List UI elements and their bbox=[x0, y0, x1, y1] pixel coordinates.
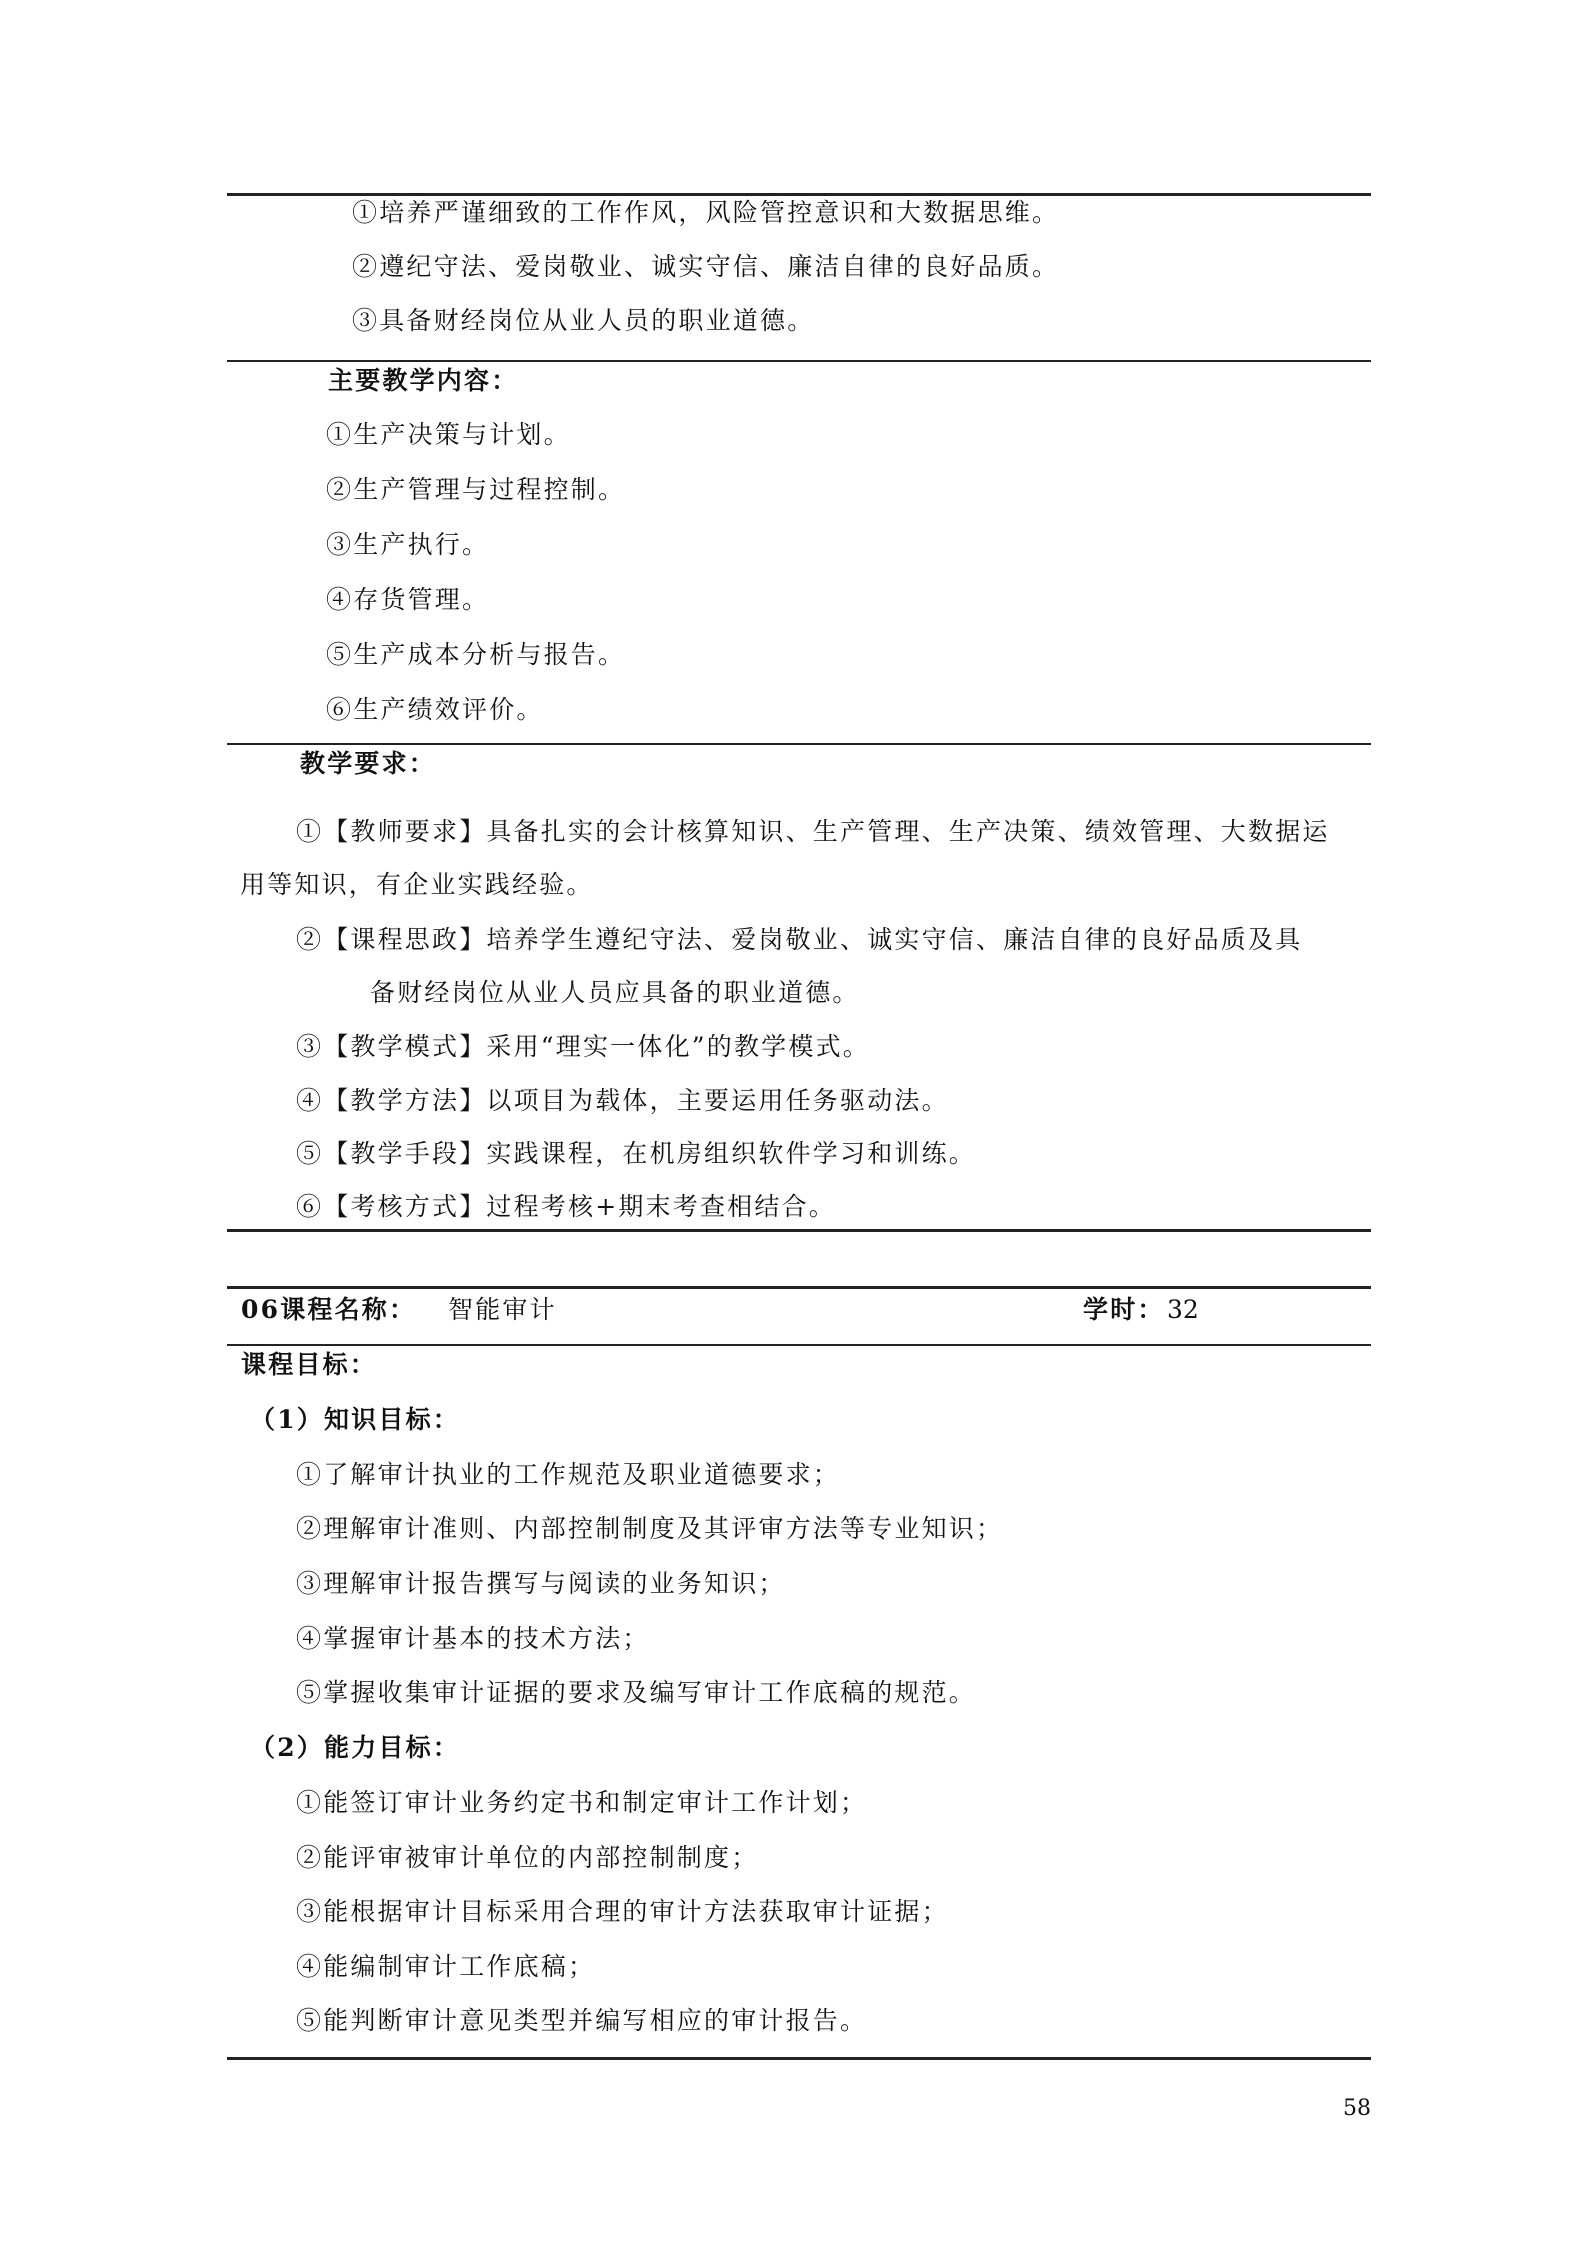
course-table-bottom-rule bbox=[227, 2057, 1371, 2060]
requirement-item: ③【教学模式】采用“理实一体化”的教学模式。 bbox=[296, 1032, 870, 1061]
knowledge-item: ①了解审计执业的工作规范及职业道德要求； bbox=[296, 1460, 841, 1489]
page-number: 58 bbox=[1343, 2096, 1371, 2121]
content-item: ③生产执行。 bbox=[326, 530, 490, 559]
ability-item: ②能评审被审计单位的内部控制制度； bbox=[296, 1843, 759, 1872]
content-item: ⑤生产成本分析与报告。 bbox=[326, 640, 626, 669]
knowledge-item: ⑤掌握收集审计证据的要求及编写审计工作底稿的规范。 bbox=[296, 1678, 977, 1707]
requirements-heading: 教学要求： bbox=[300, 749, 437, 778]
course-hours-value: 32 bbox=[1167, 1295, 1199, 1324]
row-divider bbox=[227, 1344, 1371, 1346]
knowledge-goals-heading: （1）知识目标： bbox=[250, 1405, 460, 1434]
requirement-item: ②【课程思政】培养学生遵纪守法、爱岗敬业、诚实守信、廉洁自律的良好品质及具 bbox=[296, 925, 1303, 954]
ability-goals-heading: （2）能力目标： bbox=[250, 1733, 460, 1762]
course-name-label: 06课程名称： bbox=[241, 1295, 417, 1324]
row-divider bbox=[227, 743, 1371, 745]
requirement-item: ①【教师要求】具备扎实的会计核算知识、生产管理、生产决策、绩效管理、大数据运 bbox=[296, 817, 1330, 846]
quality-item: ③具备财经岗位从业人员的职业道德。 bbox=[352, 306, 815, 335]
ability-item: ①能签订审计业务约定书和制定审计工作计划； bbox=[296, 1788, 868, 1817]
requirement-item: 用等知识，有企业实践经验。 bbox=[240, 870, 594, 899]
table-top-rule bbox=[227, 193, 1371, 196]
knowledge-item: ③理解审计报告撰写与阅读的业务知识； bbox=[296, 1569, 786, 1598]
content-item: ④存货管理。 bbox=[326, 585, 490, 614]
quality-item: ①培养严谨细致的工作作风，风险管控意识和大数据思维。 bbox=[352, 198, 1060, 227]
ability-item: ④能编制审计工作底稿； bbox=[296, 1952, 596, 1981]
table-bottom-rule bbox=[227, 1229, 1371, 1232]
requirement-item: ⑤【教学手段】实践课程，在机房组织软件学习和训练。 bbox=[296, 1139, 977, 1168]
knowledge-item: ④掌握审计基本的技术方法； bbox=[296, 1624, 650, 1653]
requirement-item: ⑥【考核方式】过程考核+期末考查相结合。 bbox=[296, 1192, 836, 1221]
course-table-top-rule bbox=[227, 1286, 1371, 1289]
content-item: ①生产决策与计划。 bbox=[326, 420, 571, 449]
ability-item: ⑤能判断审计意见类型并编写相应的审计报告。 bbox=[296, 2006, 868, 2035]
course-hours-label: 学时： bbox=[1083, 1295, 1165, 1324]
requirement-item: ④【教学方法】以项目为载体，主要运用任务驱动法。 bbox=[296, 1086, 949, 1115]
requirement-item: 备财经岗位从业人员应具备的职业道德。 bbox=[370, 978, 860, 1007]
quality-item: ②遵纪守法、爱岗敬业、诚实守信、廉洁自律的良好品质。 bbox=[352, 252, 1060, 281]
course-name-value: 智能审计 bbox=[448, 1295, 557, 1324]
content-heading: 主要教学内容： bbox=[328, 366, 519, 395]
content-item: ⑥生产绩效评价。 bbox=[326, 695, 544, 724]
goals-heading: 课程目标： bbox=[241, 1350, 378, 1379]
row-divider bbox=[227, 360, 1371, 362]
ability-item: ③能根据审计目标采用合理的审计方法获取审计证据； bbox=[296, 1897, 949, 1926]
knowledge-item: ②理解审计准则、内部控制制度及其评审方法等专业知识； bbox=[296, 1514, 1004, 1543]
content-item: ②生产管理与过程控制。 bbox=[326, 475, 626, 504]
